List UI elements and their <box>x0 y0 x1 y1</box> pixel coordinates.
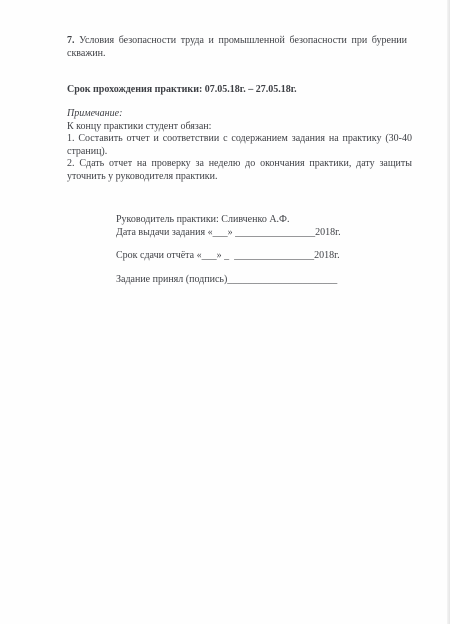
task-item-7 <box>67 35 407 60</box>
task-item-number: 7. <box>67 35 75 46</box>
signature-section <box>116 214 376 286</box>
spacer <box>116 263 376 274</box>
practice-period: Срок прохождения практики: 07.05.18г. – 27.05.18г. <box>67 84 297 95</box>
note-item-1: 1. Составить отчет и соответствии с содержанием задания на практику (30-40 страниц). <box>67 133 412 157</box>
due-date-line: Срок сдачи отчёта «___» _ ________________2018г. <box>116 250 340 261</box>
spacer <box>116 239 376 250</box>
issue-date-line: Дата выдачи задания «___» ________________2018г. <box>116 226 341 238</box>
note-item-2: 2. Сдать отчет на проверку за неделю до окончания практики, дату защиты уточнить у руководителя практики. <box>67 158 412 182</box>
note-title: Примечание: <box>67 108 123 119</box>
note-section <box>67 108 412 183</box>
accepted-line: Задание принял (подпись)______________________ <box>116 273 338 285</box>
supervisor-line: Руководитель практики: Сливченко А.Ф. <box>116 214 290 225</box>
note-intro: К концу практики студент обязан: <box>67 120 212 132</box>
task-item-text: Условия безопасности труда и промышленной безопасности при бурении скважин. <box>67 35 407 59</box>
